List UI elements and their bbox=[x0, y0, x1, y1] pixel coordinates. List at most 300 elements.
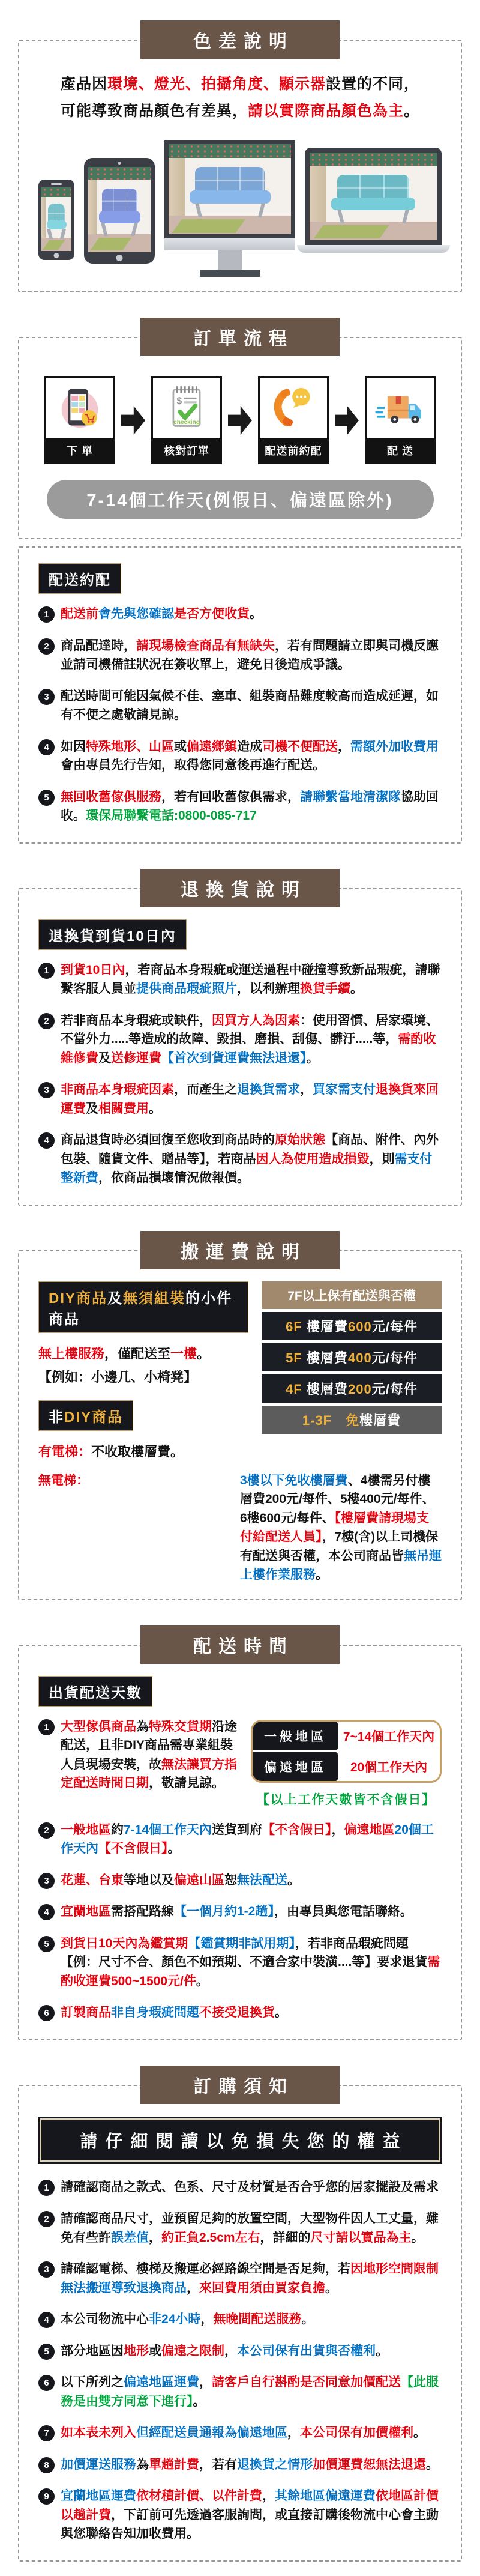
text-segment: 無晚間配送服務 bbox=[213, 2312, 302, 2326]
item-text bbox=[61, 1821, 442, 1858]
text-segment: 【不含假日】 bbox=[98, 1842, 168, 1855]
text-segment: 。 bbox=[250, 607, 262, 621]
text-segment: 本公司保有出貨與否權利 bbox=[237, 2344, 376, 2358]
list-item bbox=[38, 2178, 442, 2197]
item-number-badge: 9 bbox=[38, 2488, 55, 2505]
text-segment: 環境、燈光、拍攝角度、顯示器 bbox=[107, 76, 326, 92]
text-segment: 無回收舊傢俱服務 bbox=[61, 790, 161, 804]
laptop-icon bbox=[305, 148, 442, 253]
order-flow-panel bbox=[18, 337, 462, 539]
delivery-time-panel bbox=[18, 1645, 462, 2040]
text-segment: 約 bbox=[111, 1822, 124, 1837]
text-segment: 需搭配路線 bbox=[111, 1905, 174, 1918]
section-title: 色差說明 bbox=[193, 32, 294, 52]
item-text bbox=[61, 737, 442, 775]
text-segment: 請確認商品尺寸，並預留足夠的放置空間，大型物件因人工丈量，難免有些許 bbox=[61, 2212, 439, 2245]
desktop-monitor-icon bbox=[164, 140, 295, 277]
table-row bbox=[253, 1750, 440, 1781]
lead-time-pill: 7-14個工作天(例假日、偏遠區除外) bbox=[47, 480, 434, 519]
text-segment: 偏遠地區運費 bbox=[124, 2375, 199, 2389]
text-segment: 。 bbox=[275, 2006, 287, 2019]
text-segment: 是否方便收貨 bbox=[174, 607, 250, 621]
text-segment: 元/每件 bbox=[371, 1381, 418, 1397]
item-text bbox=[61, 2342, 388, 2361]
text-segment: 訂製商品 bbox=[61, 2006, 111, 2019]
floor-fee-table bbox=[262, 1281, 442, 1434]
text-segment: 如因 bbox=[61, 739, 86, 754]
text-segment: 因地形空間限制 bbox=[350, 2262, 439, 2276]
list-item bbox=[38, 1934, 442, 1991]
text-segment: ， bbox=[262, 2489, 275, 2503]
section-moving-fee bbox=[0, 1231, 480, 1600]
text-segment: 3樓以下免收樓層費 bbox=[240, 1473, 348, 1487]
text-segment: ，而產生之 bbox=[174, 1083, 237, 1096]
item-text bbox=[61, 1717, 241, 1808]
truck-icon bbox=[367, 378, 434, 438]
no-elevator-label bbox=[38, 1471, 240, 1585]
text-segment: 偏遠鄉鎮 bbox=[187, 739, 237, 754]
step-place-order bbox=[44, 376, 115, 464]
area-cell: 一般地區 bbox=[253, 1722, 338, 1750]
arrow-right-icon bbox=[335, 405, 359, 436]
purchase-notes-panel bbox=[18, 2085, 462, 2562]
text-segment: 。 bbox=[301, 2312, 314, 2326]
section-delivery-time bbox=[0, 1625, 480, 2040]
floor-fee-row-6f bbox=[262, 1312, 442, 1340]
text-segment: 請以實際商品顏色為主 bbox=[247, 103, 404, 119]
text-segment: 退換貨來回運費 bbox=[61, 1083, 439, 1116]
text-segment: 恕 bbox=[224, 1873, 237, 1887]
text-segment: 。 bbox=[193, 2394, 206, 2408]
text-segment: 宜蘭地區 bbox=[61, 1905, 111, 1918]
text-segment: 可能導致商品顏色有差異， bbox=[60, 103, 248, 119]
item-text bbox=[61, 1934, 442, 1991]
text-segment: 。 bbox=[197, 1346, 211, 1361]
text-segment: 無法讓買方指定配送時間日期 bbox=[61, 1757, 237, 1790]
text-segment: 為 bbox=[136, 1719, 149, 1734]
text-segment: 退換貨之情形 bbox=[237, 2457, 313, 2472]
text-segment: 如本表未列入 bbox=[61, 2426, 136, 2440]
text-segment: 本公司保有加價權利 bbox=[300, 2426, 413, 2440]
text-segment: 無電梯： bbox=[38, 1473, 89, 1487]
no-elevator-text bbox=[240, 1471, 442, 1585]
item-number-badge: 4 bbox=[38, 2312, 55, 2328]
text-segment: 部分地區因 bbox=[61, 2344, 124, 2358]
item-number-badge: 3 bbox=[38, 689, 55, 705]
text-segment: 的小件商品 bbox=[49, 1290, 233, 1328]
text-segment: 送貨到府 bbox=[212, 1822, 263, 1837]
item-text bbox=[61, 961, 442, 999]
section-order-flow bbox=[0, 318, 480, 539]
text-segment: 樓層費 bbox=[306, 1381, 348, 1397]
item-text bbox=[61, 2260, 442, 2297]
text-segment: ，下訂前可先透過客服詢問，或直接訂購後物流中心會主動與您聯絡告知加收費用。 bbox=[61, 2508, 439, 2541]
text-segment: 來回費用須由買家負擔 bbox=[199, 2281, 325, 2295]
text-segment: 需支付整新費 bbox=[61, 1152, 433, 1185]
text-segment: 司機不便配送 bbox=[262, 739, 338, 754]
text-segment: 樓層費 bbox=[306, 1319, 348, 1334]
svg-text:$: $ bbox=[176, 396, 182, 407]
text-segment: 【商品、附件、內外包裝、隨貨文件、贈品等】，若商品 bbox=[61, 1133, 439, 1166]
list-item bbox=[38, 2487, 442, 2544]
text-segment: 偏遠地區 bbox=[344, 1822, 395, 1837]
text-segment: 無法配送 bbox=[237, 1873, 287, 1887]
text-segment: 到貨日10天內為鑑賞期 bbox=[61, 1936, 188, 1950]
arrow-right-icon bbox=[228, 405, 252, 436]
days-cell: 7~14個工作天內 bbox=[343, 1729, 435, 1744]
list-item bbox=[38, 1902, 442, 1921]
no-elevator-note bbox=[38, 1471, 442, 1585]
section-delivery-booking bbox=[0, 546, 480, 844]
text-segment: 。 bbox=[376, 2344, 388, 2358]
text-segment: 本公司物流中心 bbox=[61, 2312, 149, 2326]
text-segment: 有電梯： bbox=[38, 1444, 92, 1459]
text-segment: 請客戶自行斟酌是否同意加價配送 bbox=[212, 2375, 401, 2389]
text-segment: 4F bbox=[286, 1381, 307, 1397]
text-segment: ， bbox=[199, 2375, 212, 2389]
text-segment: 及 bbox=[98, 1051, 111, 1065]
section-title: 訂單流程 bbox=[193, 329, 294, 349]
text-segment: 單趟計費 bbox=[149, 2457, 199, 2472]
text-segment: 退換貨需求 bbox=[237, 1083, 300, 1096]
text-segment: 無上樓服務 bbox=[38, 1346, 105, 1361]
color-note-line2 bbox=[38, 98, 442, 125]
text-segment: 或 bbox=[149, 2344, 161, 2358]
text-segment: 宜蘭地區運費 bbox=[61, 2489, 136, 2503]
floor-fee-table-header: 7F以上保有配送與否權 bbox=[262, 1281, 442, 1309]
devices-illustration bbox=[38, 136, 442, 277]
text-segment: ， bbox=[287, 2426, 300, 2440]
text-segment: 無吊運上樓作業服務 bbox=[240, 1549, 442, 1582]
item-number-badge: 3 bbox=[38, 1873, 55, 1889]
text-segment: ，僅配送至 bbox=[104, 1346, 171, 1361]
item-number-badge: 1 bbox=[38, 963, 55, 979]
text-segment: 會先與您確認 bbox=[98, 607, 174, 621]
section-header-returns bbox=[140, 869, 340, 907]
text-segment: ：使用習慣、居家環境、不當外力.....等造成的故障、毀損、磨損、刮傷、髒汙.....等， bbox=[61, 1013, 439, 1046]
list-item bbox=[38, 1871, 442, 1890]
item-number-badge: 8 bbox=[38, 2457, 55, 2473]
section-header-purchase-notes bbox=[140, 2066, 340, 2104]
list-item bbox=[38, 2373, 442, 2411]
text-segment: 200 bbox=[347, 1381, 372, 1397]
list-item bbox=[38, 687, 442, 725]
text-segment: 買家需支付 bbox=[313, 1083, 376, 1096]
delivery-booking-label: 配送約配 bbox=[38, 563, 121, 594]
text-segment: ，由專員與您電話聯絡。 bbox=[274, 1905, 413, 1918]
list-item bbox=[38, 1131, 442, 1188]
text-segment: 非 bbox=[49, 1409, 64, 1426]
text-segment: 。 bbox=[411, 2230, 424, 2245]
item-number-badge: 2 bbox=[38, 638, 55, 655]
order-steps bbox=[38, 376, 442, 464]
text-segment: 造成 bbox=[237, 739, 262, 754]
text-segment: ，依商品損壞情況做報價。 bbox=[98, 1171, 250, 1185]
list-item bbox=[38, 1080, 442, 1118]
text-segment: 沿途配送，且非DIY商品需專業組裝人員現場安裝，故 bbox=[61, 1719, 237, 1771]
section-header-moving-fee bbox=[140, 1231, 340, 1269]
text-segment: 提供商品瑕疵照片 bbox=[136, 982, 237, 996]
delivery-days-table bbox=[251, 1717, 442, 1808]
text-segment: 相關費用 bbox=[98, 1101, 149, 1116]
text-segment: ， bbox=[300, 1083, 313, 1096]
section-title: 配送時間 bbox=[193, 1636, 294, 1657]
item-number-badge: 5 bbox=[38, 2344, 55, 2360]
text-segment: 。 bbox=[306, 1051, 319, 1065]
item-text bbox=[61, 1131, 442, 1188]
item-number-badge: 3 bbox=[38, 1082, 55, 1098]
text-segment: ，若有 bbox=[199, 2457, 237, 2472]
text-segment: ， bbox=[338, 739, 350, 754]
text-segment: 400 bbox=[347, 1350, 372, 1365]
text-segment: ，則 bbox=[369, 1152, 395, 1166]
text-segment: 1-3F bbox=[302, 1412, 332, 1428]
item-number-badge: 5 bbox=[38, 790, 55, 806]
text-segment: DIY商品 bbox=[64, 1409, 124, 1426]
step-label: 下 單 bbox=[46, 438, 113, 462]
text-segment: 【例如：小邊几、小椅凳】 bbox=[38, 1369, 197, 1385]
elevator-line bbox=[38, 1442, 248, 1462]
text-segment: 元/每件 bbox=[371, 1319, 418, 1334]
list-item bbox=[38, 2260, 442, 2297]
text-segment: 產品因 bbox=[60, 76, 107, 92]
text-segment: 。 bbox=[413, 2426, 426, 2440]
text-segment: ，敬請見諒。 bbox=[149, 1776, 224, 1790]
item-text bbox=[61, 2455, 439, 2475]
text-segment: 偏遠之限制 bbox=[161, 2344, 224, 2358]
text-segment: 7-14個工作天內 bbox=[124, 1822, 212, 1837]
text-segment: 請聯繫當地清潔隊 bbox=[300, 790, 401, 804]
text-segment: 【首次到貨運費無法退還】 bbox=[161, 1051, 307, 1065]
text-segment: 設置的不同， bbox=[326, 76, 420, 92]
diy-line2 bbox=[38, 1367, 248, 1387]
item-number-badge: 1 bbox=[38, 1719, 55, 1735]
list-item bbox=[38, 1011, 442, 1068]
sofa-scene bbox=[169, 144, 291, 234]
step-pre-delivery-call bbox=[258, 376, 329, 464]
text-segment: 一樓 bbox=[170, 1346, 197, 1361]
item-text bbox=[61, 2310, 314, 2329]
text-segment: 請確認電梯、樓梯及搬運必經路線空間是否足夠，若 bbox=[61, 2262, 350, 2276]
text-segment: 換貨手續 bbox=[300, 982, 350, 996]
text-segment: ， bbox=[200, 2312, 214, 2326]
text-segment: 配送時間可能因氣候不佳、塞車、組裝商品難度較高而造成延遲，如有不便之處敬請見諒。 bbox=[61, 689, 439, 722]
section-returns bbox=[0, 869, 480, 1206]
text-segment: 。 bbox=[325, 2281, 338, 2295]
diy-label bbox=[38, 1281, 248, 1333]
list-item bbox=[38, 788, 442, 826]
list-item bbox=[38, 2423, 442, 2443]
text-segment: 原始狀態 bbox=[275, 1133, 325, 1147]
item-number-badge: 1 bbox=[38, 2180, 55, 2196]
text-segment: 花蓮、台東 bbox=[61, 1873, 124, 1887]
text-segment: 元/每件 bbox=[371, 1350, 418, 1365]
color-note-panel bbox=[18, 40, 462, 292]
days-table-note: 【以上工作天數皆不含假日】 bbox=[256, 1792, 436, 1807]
item-text bbox=[61, 636, 442, 674]
text-segment: ，7樓(含)以上司機保有配送與否權，本公司商品皆 bbox=[240, 1530, 439, 1563]
checking-text: checking bbox=[173, 419, 200, 426]
item-text bbox=[61, 1080, 442, 1118]
text-segment: 一般地區 bbox=[61, 1822, 111, 1837]
text-segment: 會由專員先行告知，取得您同意後再進行配送。 bbox=[61, 758, 325, 772]
section-title: 退換貨說明 bbox=[181, 880, 307, 900]
text-segment: 需酌收維修費 bbox=[61, 1032, 436, 1065]
floor-fee-row-1-3f bbox=[262, 1406, 442, 1434]
text-segment: 環保局聯繫電話:0800-085-717 bbox=[86, 809, 257, 823]
sofa-scene bbox=[88, 167, 151, 252]
returns-panel bbox=[18, 888, 462, 1206]
text-segment: 。 bbox=[404, 103, 420, 119]
item-text bbox=[61, 605, 262, 624]
sofa-scene bbox=[310, 153, 437, 240]
text-segment: 樓層費 bbox=[359, 1412, 401, 1428]
text-segment: 因人為使用造成損毀 bbox=[256, 1152, 370, 1166]
diy-info-column bbox=[38, 1281, 248, 1465]
item-number-badge: 3 bbox=[38, 2261, 55, 2278]
item-number-badge: 4 bbox=[38, 1132, 55, 1149]
item-text bbox=[61, 2178, 439, 2197]
text-segment: 配送前 bbox=[61, 607, 98, 621]
text-segment: 協助回收。 bbox=[61, 790, 439, 823]
text-segment: 商品配達時， bbox=[61, 638, 136, 653]
returns-label: 退換貨到貨10日內 bbox=[38, 919, 187, 950]
list-item bbox=[38, 2310, 442, 2329]
item-number-badge: 2 bbox=[38, 2211, 55, 2227]
text-segment: 【樓層費請現場支付給配送人員】 bbox=[240, 1511, 430, 1544]
text-segment: ， bbox=[224, 2344, 237, 2358]
item-text bbox=[61, 2487, 442, 2544]
text-segment: 。 bbox=[316, 1568, 328, 1582]
list-item bbox=[38, 2003, 442, 2022]
section-title: 搬運費說明 bbox=[181, 1242, 307, 1262]
section-header-order-flow bbox=[140, 318, 340, 356]
delivery-days-label: 出貨配送天數 bbox=[38, 1676, 152, 1707]
phone-call-icon bbox=[260, 378, 327, 438]
item-number-badge: 7 bbox=[38, 2425, 55, 2441]
item-text bbox=[61, 2423, 426, 2443]
text-segment: 依材積計價、以件計費 bbox=[136, 2489, 262, 2503]
text-segment: 20個工作天內 bbox=[61, 1822, 434, 1855]
text-segment: 若非商品本身瑕疵或缺件， bbox=[61, 1013, 212, 1027]
text-segment: 【不含假日】 bbox=[262, 1822, 332, 1837]
floor-fee-row-5f bbox=[262, 1343, 442, 1371]
text-segment: 請確認商品之款式、色系、尺寸及材質是否合乎您的居家擺設及需求 bbox=[61, 2180, 439, 2194]
item-text bbox=[61, 1902, 413, 1921]
text-segment: 大型傢俱商品 bbox=[61, 1719, 136, 1734]
text-segment: ，詳細的 bbox=[260, 2230, 311, 2245]
list-item bbox=[38, 1821, 442, 1858]
text-segment: 【此服務是由雙方同意下進行】 bbox=[61, 2375, 439, 2408]
checklist-icon bbox=[153, 378, 220, 438]
text-segment: 。 bbox=[149, 1101, 161, 1116]
list-item bbox=[38, 1717, 442, 1808]
text-segment: 不接受退換貨 bbox=[199, 2006, 275, 2019]
moving-fee-panel bbox=[18, 1250, 462, 1600]
item-text bbox=[61, 1011, 442, 1068]
text-segment: 等地以及 bbox=[124, 1873, 174, 1887]
text-segment: 6F bbox=[286, 1319, 307, 1334]
list-item bbox=[38, 2342, 442, 2361]
text-segment: 到貨10日內 bbox=[61, 963, 125, 977]
color-note-line1 bbox=[38, 71, 442, 98]
text-segment: 無須組裝 bbox=[123, 1290, 186, 1307]
text-segment: 商品退貨時必須回復至您收到商品時的 bbox=[61, 1133, 275, 1147]
text-segment: 及 bbox=[107, 1290, 124, 1307]
text-segment: 為 bbox=[136, 2457, 149, 2472]
floor-fee-row-4f bbox=[262, 1374, 442, 1403]
item-text bbox=[61, 2209, 442, 2247]
text-segment: DIY商品 bbox=[49, 1290, 108, 1307]
text-segment bbox=[332, 1413, 346, 1428]
smartphone-icon bbox=[38, 180, 74, 260]
text-segment: 【鑑賞期非試用期】 bbox=[188, 1936, 295, 1950]
text-segment: 不收取樓層費。 bbox=[91, 1444, 184, 1459]
text-segment: ，以利辦理 bbox=[237, 982, 300, 996]
step-delivery bbox=[365, 376, 436, 464]
text-segment: 非商品本身瑕疵因素 bbox=[61, 1083, 174, 1096]
section-purchase-notes bbox=[0, 2066, 480, 2562]
text-segment: 地形 bbox=[124, 2344, 149, 2358]
text-segment: ， bbox=[331, 1822, 344, 1837]
non-diy-label bbox=[38, 1400, 133, 1431]
text-segment: ，若商品本身瑕疵或運送過程中碰撞導致新品瑕疵，請聯繫客服人員並 bbox=[61, 963, 440, 996]
item-text bbox=[61, 788, 442, 826]
text-segment: 。 bbox=[196, 1974, 209, 1988]
item-number-badge: 2 bbox=[38, 1013, 55, 1029]
item-text bbox=[61, 1871, 300, 1890]
item-number-badge: 6 bbox=[38, 2005, 55, 2021]
section-color-note bbox=[0, 20, 480, 292]
section-header-delivery-time bbox=[140, 1625, 340, 1664]
text-segment: 。 bbox=[350, 982, 363, 996]
text-segment: 600 bbox=[347, 1319, 372, 1334]
text-segment: 其餘地區偏遠運費 bbox=[275, 2489, 376, 2503]
text-segment: 免 bbox=[346, 1412, 360, 1428]
item-text bbox=[61, 2003, 287, 2022]
table-row bbox=[253, 1722, 440, 1750]
text-segment: 偏遠山區 bbox=[174, 1873, 224, 1887]
item-number-badge: 5 bbox=[38, 1936, 55, 1952]
days-cell: 20個工作天內 bbox=[350, 1760, 428, 1774]
item-number-badge: 1 bbox=[38, 606, 55, 623]
area-cell: 偏遠地區 bbox=[253, 1752, 338, 1781]
list-item bbox=[38, 2209, 442, 2247]
text-segment: 及 bbox=[86, 1101, 98, 1116]
text-segment: 約正負2.5cm左右 bbox=[161, 2230, 260, 2245]
text-segment: 或 bbox=[174, 739, 187, 754]
step-label: 配 送 bbox=[367, 438, 434, 462]
section-title: 訂購須知 bbox=[193, 2076, 294, 2097]
text-segment: 因買方人為因素 bbox=[212, 1013, 300, 1027]
tablet-icon bbox=[84, 158, 155, 264]
read-carefully-banner: 請仔細閱讀以免損失您的權益 bbox=[40, 2118, 440, 2162]
delivery-booking-panel bbox=[18, 546, 462, 844]
text-segment: ，若有回收舊傢俱需求， bbox=[161, 790, 300, 804]
text-segment: 依地區計價以趟計費 bbox=[61, 2489, 439, 2522]
item-text bbox=[61, 2373, 442, 2411]
text-segment: 。 bbox=[426, 2457, 439, 2472]
section-header-color-note bbox=[140, 20, 340, 59]
text-segment: 以下所列之 bbox=[61, 2375, 124, 2389]
text-segment: 需額外加收費用 bbox=[350, 739, 439, 754]
text-segment: ，若非商品瑕疵問題【例：尺寸不合、顏色不如預期、不適合家中裝潢....等】要求退貨 bbox=[61, 1936, 428, 1969]
list-item bbox=[38, 605, 442, 624]
text-segment: 送修運費 bbox=[111, 1051, 161, 1065]
text-segment: 。 bbox=[287, 1873, 300, 1887]
step-label: 配送前約配 bbox=[260, 438, 327, 462]
item-number-badge: 4 bbox=[38, 739, 55, 755]
